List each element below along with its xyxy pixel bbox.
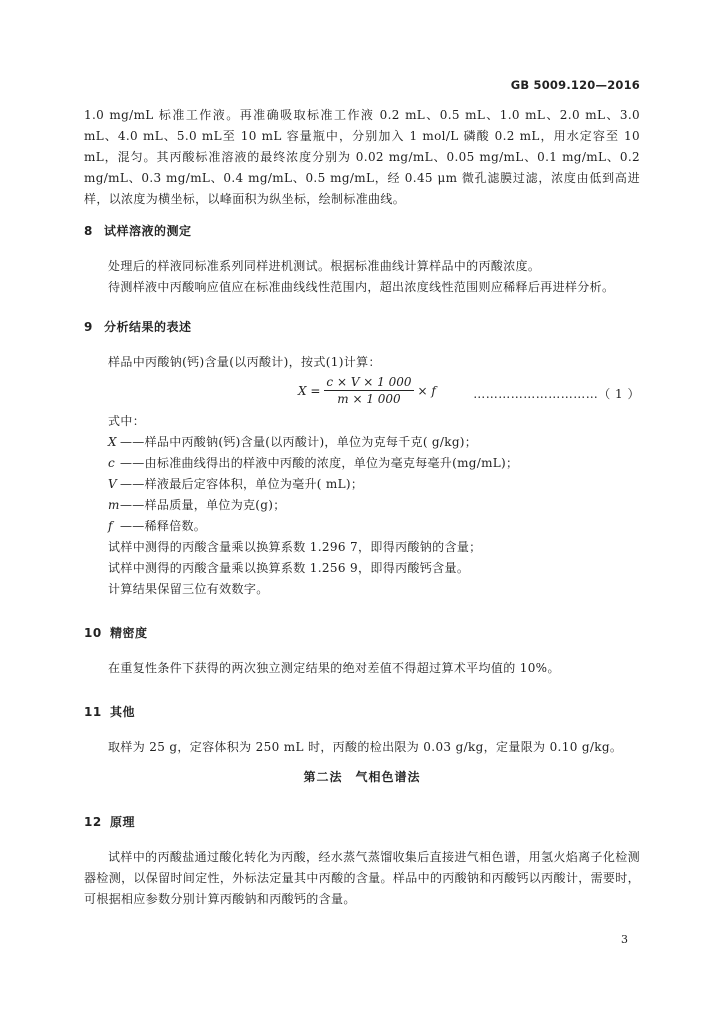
variable-desc: ——稀释倍数。 [120, 519, 207, 533]
variable-symbol: m [108, 498, 120, 512]
page-number: 3 [621, 933, 628, 946]
section8-number: 8 [84, 224, 93, 238]
section9-note-1: 试样中测得的丙酸含量乘以换算系数 1.296 7，即得丙酸钠的含量； [108, 540, 482, 554]
section10-title: 精密度 [110, 626, 148, 640]
section9-heading [84, 317, 640, 337]
formula-lhs: X = [298, 383, 321, 398]
section10-heading [84, 623, 640, 643]
variable-X [84, 432, 640, 453]
section8-title: 试样溶液的测定 [104, 224, 192, 238]
variable-desc: ——样品质量，单位为克(g)； [120, 498, 286, 512]
variable-desc: ——样液最后定容体积，单位为毫升( mL)； [120, 477, 364, 491]
variable-symbol: X [108, 435, 117, 449]
section9-number: 9 [84, 320, 93, 334]
section10-number: 10 [84, 626, 102, 640]
variable-desc: ——由标准曲线得出的样液中丙酸的浓度，单位为毫克每毫升(mg/mL)； [120, 456, 519, 470]
section9-intro: 样品中丙酸钠(钙)含量(以丙酸计)，按式(1)计算： [108, 355, 381, 369]
variable-V [84, 474, 640, 495]
section8-heading [84, 221, 640, 241]
section7-continued-paragraph: 1.0 mg/mL 标准工作液。再准确吸取标准工作液 0.2 mL、0.5 mL、1.0 mL、2.0 mL、3.0 mL、4.0 mL、5.0 mL至 10 mL 容量瓶中，分别加入 1 mol/L 磷酸 0.2 mL，用水定容至 10 mL，混匀。其丙酸标准溶液的最终浓度分别为 0.02 mg/mL、0.05 mg/mL、0.1 mg/mL、0.2 mg/mL、0.3 mg/mL、0.4 mg/mL、0.5 mg/mL，经 0.45 μm 微孔滤膜过滤，浓度由低到高进样，以浓度为横坐标，以峰面积为纵坐标，绘制标准曲线。 [84, 108, 640, 206]
section11-title: 其他 [110, 705, 136, 719]
variable-symbol: f [108, 519, 113, 533]
section12-heading [84, 812, 640, 832]
variable-symbol: c [108, 456, 116, 470]
section9-title: 分析结果的表述 [104, 320, 192, 334]
section12-title: 原理 [110, 815, 136, 829]
section9-note-2: 试样中测得的丙酸含量乘以换算系数 1.256 9，即得丙酸钙含量。 [108, 561, 470, 575]
standard-code: GB 5009.120—2016 [510, 78, 640, 92]
variable-f [84, 516, 640, 537]
formula-1 [84, 375, 640, 411]
variable-symbol: V [108, 477, 117, 491]
section9-note-3: 计算结果保留三位有效数字。 [108, 582, 269, 596]
section11-text: 取样为 25 g，定容体积为 250 mL 时，丙酸的检出限为 0.03 g/kg，定量限为 0.10 g/kg。 [108, 740, 623, 754]
variable-m [84, 495, 640, 516]
formula-where-label: 式中： [108, 414, 146, 428]
page-body [84, 105, 640, 910]
section8-line-2: 待测样液中丙酸响应值应在标准曲线线性范围内，超出浓度线性范围则应稀释后再进样分析。 [108, 280, 615, 294]
formula-fraction [324, 375, 413, 406]
section10-text: 在重复性条件下获得的两次独立测定结果的绝对差值不得超过算术平均值的 10%。 [108, 661, 560, 675]
section12-text: 试样中的丙酸盐通过酸化转化为丙酸，经水蒸气蒸馏收集后直接进气相色谱，用氢火焰离子化检测器检测，以保留时间定性，外标法定量其中丙酸的含量。样品中的丙酸钠和丙酸钙以丙酸计，需要时，可根据相应参数分别计算丙酸钠和丙酸钙的含量。 [84, 850, 640, 906]
section11-heading [84, 702, 640, 722]
variable-c [84, 453, 640, 474]
variable-desc: ——样品中丙酸钠(钙)含量(以丙酸计)，单位为克每千克( g/kg)； [120, 435, 478, 449]
formula-tail: × f [417, 383, 436, 398]
formula-number: …………………………（ 1 ） [473, 387, 640, 401]
formula-numerator: c × V × 1 000 [326, 375, 412, 389]
section11-number: 11 [84, 705, 102, 719]
section8-line-1: 处理后的样液同标准系列同样进机测试。根据标准曲线计算样品中的丙酸浓度。 [108, 259, 541, 273]
formula-denominator: m × 1 000 [337, 392, 401, 406]
section12-number: 12 [84, 815, 102, 829]
method-2-title: 第二法 气相色谱法 [303, 770, 421, 784]
